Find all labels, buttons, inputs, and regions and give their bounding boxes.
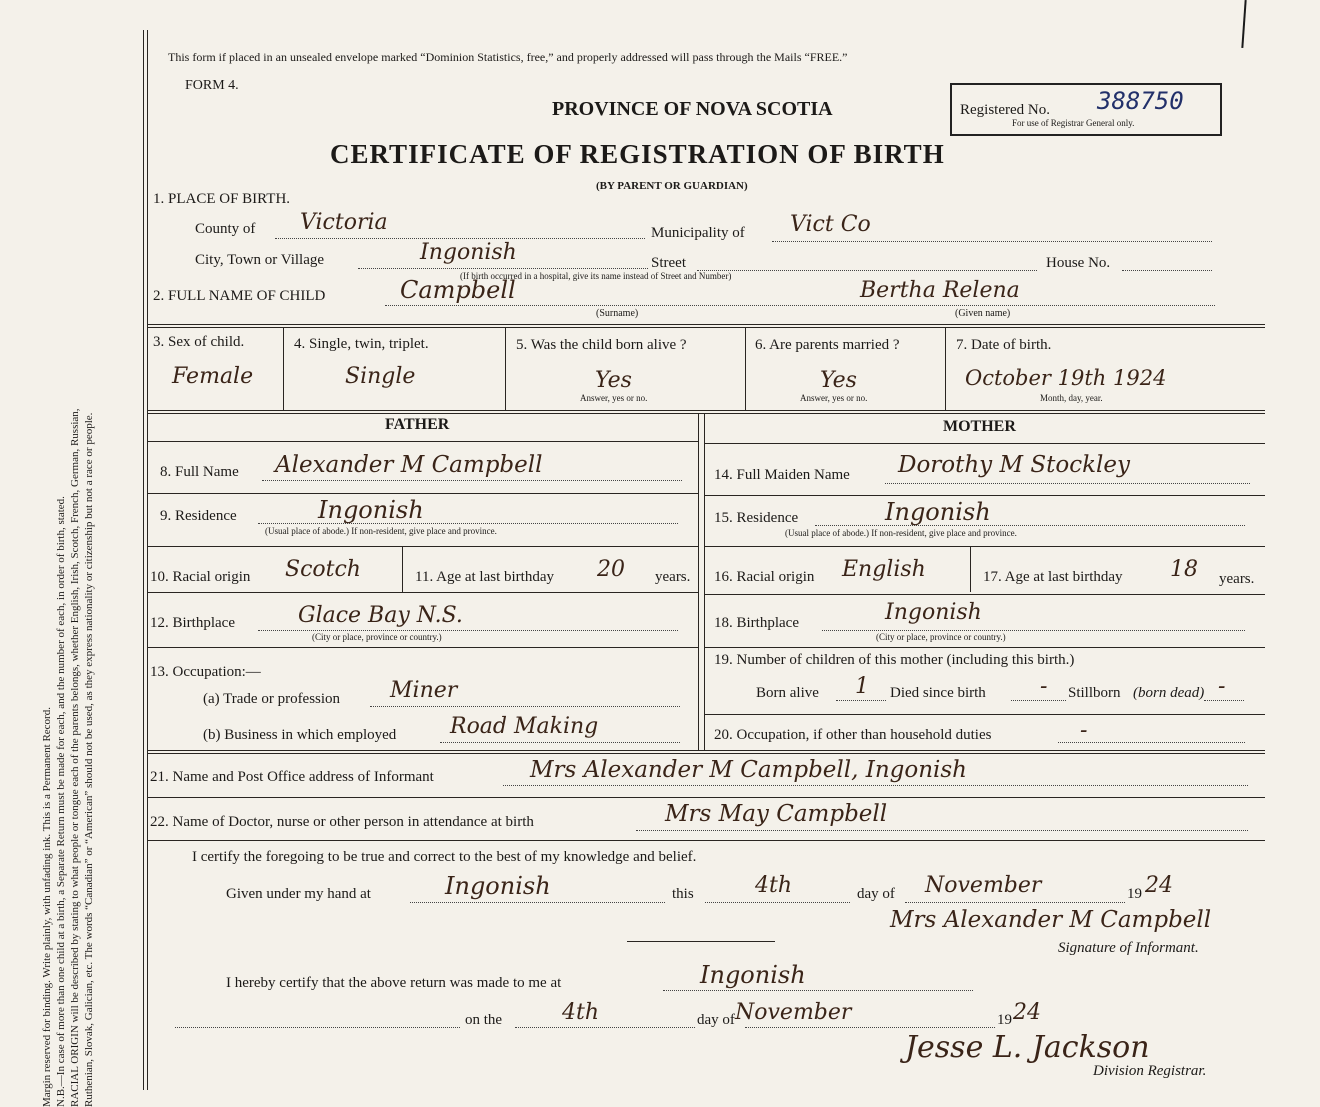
margin-notes (40, 47, 130, 1107)
father-residence: Ingonish (318, 496, 424, 524)
attendant-value: Mrs May Campbell (665, 801, 888, 827)
given-under-hand-label: Given under my hand at (226, 886, 371, 902)
place-of-birth-label: 1. PLACE OF BIRTH. (153, 191, 291, 207)
father-name: Alexander M Campbell (275, 452, 543, 478)
mother-racial-origin: English (842, 557, 926, 582)
province-heading: PROVINCE OF NOVA SCOTIA (552, 98, 833, 120)
born-alive-answer: Yes (595, 368, 632, 393)
born-alive-count: 1 (855, 674, 869, 699)
mother-name-label: 14. Full Maiden Name (714, 467, 850, 483)
father-age: 20 (597, 557, 625, 582)
registrar-year-prefix: 19 (997, 1012, 1012, 1028)
mother-residence-note: (Usual place of abode.) If non-resident, give place and province. (785, 528, 1017, 538)
mother-maiden-name: Dorothy M Stockley (898, 452, 1130, 478)
stillborn-note: (born dead) (1133, 685, 1205, 701)
child-given-name: Bertha Relena (860, 278, 1020, 303)
registered-number-box (950, 83, 1222, 136)
registrar-signature: Jesse L. Jackson (905, 1030, 1150, 1065)
margin-note: N.B.—In case of more than one child at a birth, a Separate Return must be made for each, and the number of each, in order of birth, stated. (55, 496, 67, 1107)
plurality-value: Single (345, 364, 416, 389)
date-note: Month, day, year. (1040, 393, 1103, 403)
pen-mark (1241, 0, 1246, 48)
father-racial-origin: Scotch (285, 557, 361, 582)
registrar-place: Ingonish (700, 961, 806, 989)
registered-number: 388750 (1097, 87, 1184, 115)
margin-note: Ruthenian, Slovak, Galician, etc. The words “Canadian” or “American” should not be used, as they express nationality or citizenship but not a race or people. (83, 412, 95, 1107)
county-label: County of (195, 221, 256, 237)
business-label: (b) Business in which employed (203, 727, 397, 743)
mailing-notice: This form if placed in an unsealed envelope marked “Dominion Statistics, free,” and properly addressed will pass through the Mails “FREE.” (168, 50, 848, 64)
street-label: Street (651, 255, 686, 271)
father-residence-note: (Usual place of abode.) If non-resident, give place and province. (265, 526, 497, 536)
surname-caption: (Surname) (596, 308, 639, 319)
mother-occupation-label: 20. Occupation, if other than household duties (714, 727, 992, 743)
registrar-statement: I hereby certify that the above return was made to me at (226, 975, 562, 991)
died-since-birth-count: - (1040, 674, 1048, 699)
died-since-birth-label: Died since birth (890, 685, 986, 701)
day-of-label: day of (857, 886, 895, 902)
trade-label: (a) Trade or profession (203, 691, 341, 707)
parents-married-answer: Yes (820, 368, 857, 393)
answer-note: Answer, yes or no. (800, 393, 868, 403)
child-name-label: 2. FULL NAME OF CHILD (153, 288, 326, 304)
year-prefix: 19 (1127, 886, 1142, 902)
children-count-label: 19. Number of children of this mother (including this birth.) (714, 652, 1075, 668)
mother-residence: Ingonish (885, 498, 991, 526)
form-number: FORM 4. (185, 78, 239, 93)
informant-value: Mrs Alexander M Campbell, Ingonish (530, 757, 967, 783)
mother-birthplace: Ingonish (885, 600, 982, 625)
father-age-label: 11. Age at last birthday (415, 569, 554, 585)
mother-heading: MOTHER (943, 418, 1016, 435)
sex-value: Female (172, 364, 254, 389)
father-trade: Miner (390, 678, 458, 703)
registrar-signature-caption: Division Registrar. (1093, 1063, 1207, 1079)
born-alive-label: Born alive (756, 685, 819, 701)
this-label: this (672, 886, 694, 902)
father-occupation-label: 13. Occupation:— (150, 664, 261, 680)
house-number-label: House No. (1046, 255, 1111, 271)
mother-age-label: 17. Age at last birthday (983, 569, 1123, 585)
hospital-note: (If birth occurred in a hospital, give its name instead of Street and Number) (460, 271, 732, 281)
date-of-birth-value: October 19th 1924 (965, 366, 1167, 390)
father-residence-label: 9. Residence (160, 508, 237, 524)
mother-age: 18 (1170, 557, 1198, 582)
registrar-year: 24 (1013, 1000, 1041, 1025)
father-years-label: years. (655, 569, 691, 585)
certify-statement: I certify the foregoing to be true and correct to the best of my knowledge and belief. (192, 849, 697, 865)
informant-signature: Mrs Alexander M Campbell (890, 907, 1212, 933)
registrar-day: 4th (562, 1000, 600, 1025)
registrar-day-of-label: day of (697, 1012, 735, 1028)
father-heading: FATHER (385, 416, 450, 433)
registrar-month: November (735, 1000, 852, 1025)
given-place: Ingonish (445, 872, 551, 900)
given-day: 4th (755, 873, 793, 898)
certificate-title: CERTIFICATE OF REGISTRATION OF BIRTH (330, 139, 945, 169)
given-year: 24 (1145, 873, 1173, 898)
stillborn-count: - (1218, 674, 1226, 699)
mother-years-label: years. (1219, 571, 1255, 587)
given-name-caption: (Given name) (955, 308, 1011, 319)
father-birthplace: Glace Bay N.S. (298, 603, 463, 628)
sex-label: 3. Sex of child. (153, 334, 245, 350)
given-month: November (925, 873, 1042, 898)
informant-label: 21. Name and Post Office address of Informant (150, 769, 434, 785)
left-border (143, 30, 144, 1090)
mother-racial-label: 16. Racial origin (714, 569, 815, 585)
left-border-inner (147, 30, 148, 1090)
father-birthplace-label: 12. Birthplace (150, 615, 235, 631)
parents-married-question: 6. Are parents married ? (755, 337, 900, 353)
father-birthplace-note: (City or place, province or country.) (312, 632, 442, 642)
margin-note: RACIAL ORIGIN will be described by stating to what people or tongue each of the parents belongs, whether English, Irish, Scotch, French, German, Russian, (69, 408, 81, 1107)
city-label: City, Town or Village (195, 252, 325, 268)
registered-note: For use of Registrar General only. (1012, 118, 1135, 128)
father-business: Road Making (450, 714, 599, 739)
county-value: Victoria (300, 210, 388, 235)
city-value: Ingonish (420, 240, 517, 265)
answer-note: Answer, yes or no. (580, 393, 648, 403)
child-surname: Campbell (400, 276, 516, 304)
mother-occupation: - (1080, 718, 1088, 743)
informant-signature-caption: Signature of Informant. (1058, 940, 1199, 956)
father-name-label: 8. Full Name (160, 464, 239, 480)
mother-birthplace-label: 18. Birthplace (714, 615, 799, 631)
stillborn-label: Stillborn (1068, 685, 1121, 701)
attendant-label: 22. Name of Doctor, nurse or other person in attendance at birth (150, 814, 534, 830)
plurality-label: 4. Single, twin, triplet. (294, 336, 429, 352)
margin-note: Margin reserved for binding. Write plainly, with unfading ink. This is a Permanent Record. (41, 707, 53, 1107)
mother-residence-label: 15. Residence (714, 510, 799, 526)
father-racial-label: 10. Racial origin (150, 569, 251, 585)
date-of-birth-label: 7. Date of birth. (956, 337, 1052, 353)
registered-label: Registered No. (960, 102, 1050, 118)
municipality-value: Vict Co (790, 212, 871, 237)
on-the-label: on the (465, 1012, 503, 1028)
mother-birthplace-note: (City or place, province or country.) (876, 632, 1006, 642)
certificate-subtitle: (BY PARENT OR GUARDIAN) (596, 180, 748, 192)
municipality-label: Municipality of (651, 225, 745, 241)
born-alive-question: 5. Was the child born alive ? (516, 337, 687, 353)
